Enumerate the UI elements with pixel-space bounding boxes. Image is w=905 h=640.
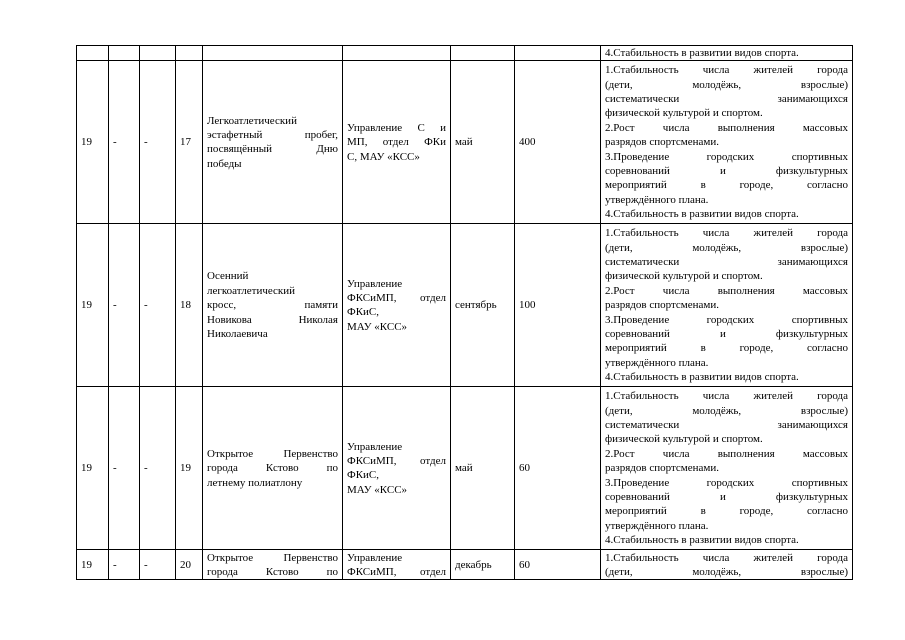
result-line: 2.Рост числа выполнения массовых xyxy=(605,284,848,297)
cell-item: - xyxy=(140,224,176,387)
cell-item: - xyxy=(140,61,176,224)
cell-organizer-line: С, МАУ «КСС» xyxy=(347,150,420,163)
cell-organizer xyxy=(343,387,451,550)
cell-event-name-line: города Кстово по xyxy=(207,462,338,475)
cell-organizer xyxy=(343,46,451,61)
cell-expected-results xyxy=(601,550,853,580)
cell-participants: 400 xyxy=(515,61,601,224)
result-line: 3.Проведение городских спортивных xyxy=(605,313,848,326)
events-table xyxy=(76,45,853,580)
cell-month: сентябрь xyxy=(451,224,515,387)
result-line: разрядов спортсменами. xyxy=(605,136,719,149)
cell-event-name-line: легкоатлетический xyxy=(207,284,296,297)
result-line: систематически занимающихся xyxy=(605,92,848,105)
cell-subsection xyxy=(109,46,140,61)
cell-number: 20 xyxy=(176,550,203,580)
cell-subsection: - xyxy=(109,550,140,580)
cell-event-name-line: города Кстово по xyxy=(207,565,338,578)
cell-section: 19 xyxy=(77,224,109,387)
cell-expected-results xyxy=(601,61,853,224)
result-line: соревнований и физкультурных xyxy=(605,165,848,178)
cell-expected-results xyxy=(601,387,853,550)
cell-organizer-line: ФКСиМП, отдел xyxy=(347,565,446,578)
cell-item: - xyxy=(140,550,176,580)
cell-item: - xyxy=(140,387,176,550)
cell-section: 19 xyxy=(77,550,109,580)
cell-event-name-line: Открытое Первенство xyxy=(207,447,338,460)
cell-event-name xyxy=(203,61,343,224)
cell-expected-results xyxy=(601,224,853,387)
cell-section xyxy=(77,46,109,61)
cell-organizer xyxy=(343,224,451,387)
cell-event-name-line: посвящённый Дню xyxy=(207,143,338,156)
cell-organizer-line: ФКиС, xyxy=(347,306,380,319)
cell-participants: 100 xyxy=(515,224,601,387)
cell-organizer-line: Управление xyxy=(347,440,403,453)
result-line: 1.Стабильность числа жителей города xyxy=(605,390,848,403)
cell-event-name-line: эстафетный пробег, xyxy=(207,129,338,141)
result-line: 2.Рост числа выполнения массовых xyxy=(605,447,848,460)
cell-subsection: - xyxy=(109,387,140,550)
cell-organizer-line: Управление xyxy=(347,277,403,290)
cell-organizer-line: ФКСиМП, отдел xyxy=(347,292,446,304)
result-line: 3.Проведение городских спортивных xyxy=(605,150,848,163)
cell-organizer-line: Управление xyxy=(347,551,403,564)
cell-month: декабрь xyxy=(451,550,515,580)
cell-section: 19 xyxy=(77,387,109,550)
cell-event-name-line: победы xyxy=(207,157,242,170)
result-line: разрядов спортсменами. xyxy=(605,299,719,312)
result-line: 4.Стабильность в развитии видов спорта. xyxy=(605,534,799,547)
result-line: (дети, молодёжь, взрослые) xyxy=(605,404,848,417)
result-line: систематически занимающихся xyxy=(605,255,848,268)
table-row xyxy=(77,224,853,387)
cell-event-name-line: Николаевича xyxy=(207,328,268,341)
cell-event-name-line: летнему полиатлону xyxy=(207,476,303,489)
cell-section: 19 xyxy=(77,61,109,224)
cell-event-name-line: Открытое Первенство xyxy=(207,551,338,564)
cell-subsection: - xyxy=(109,224,140,387)
result-line: соревнований и физкультурных xyxy=(605,491,848,504)
result-line: утверждённого плана. xyxy=(605,193,709,206)
cell-organizer xyxy=(343,61,451,224)
cell-event-name xyxy=(203,550,343,580)
cell-organizer-line: ФКСиМП, отдел xyxy=(347,455,446,467)
cell-event-name xyxy=(203,224,343,387)
cell-organizer-line: МАУ «КСС» xyxy=(347,483,408,496)
result-line: 1.Стабильность числа жителей города xyxy=(605,64,848,77)
cell-item xyxy=(140,46,176,61)
table-row xyxy=(77,61,853,224)
cell-participants: 60 xyxy=(515,550,601,580)
cell-month xyxy=(451,46,515,61)
cell-organizer-line: ФКиС, xyxy=(347,469,380,482)
result-line: (дети, молодёжь, взрослые) xyxy=(605,241,848,254)
cell-organizer xyxy=(343,550,451,580)
result-line: систематически занимающихся xyxy=(605,418,848,431)
result-line: утверждённого плана. xyxy=(605,519,709,532)
result-line: мероприятий в городе, согласно xyxy=(605,505,848,518)
cell-event-name-line: Осенний xyxy=(207,270,249,283)
result-line: мероприятий в городе, согласно xyxy=(605,342,848,355)
result-line: 1.Стабильность числа жителей города xyxy=(605,551,848,564)
result-line: 4.Стабильность в развитии видов спорта. xyxy=(605,47,799,59)
result-line: утверждённого плана. xyxy=(605,356,709,369)
cell-event-name xyxy=(203,46,343,61)
result-line: физической культурой и спортом. xyxy=(605,270,763,283)
result-line: мероприятий в городе, согласно xyxy=(605,179,848,192)
result-line: 3.Проведение городских спортивных xyxy=(605,476,848,489)
cell-event-name-line: Новикова Николая xyxy=(207,313,338,326)
cell-month: май xyxy=(451,387,515,550)
cell-event-name xyxy=(203,387,343,550)
result-line: физической культурой и спортом. xyxy=(605,433,763,446)
cell-event-name-line: Легкоатлетический xyxy=(207,114,297,127)
result-line: 1.Стабильность числа жителей города xyxy=(605,227,848,240)
result-line: разрядов спортсменами. xyxy=(605,462,719,475)
cell-number: 19 xyxy=(176,387,203,550)
table-row xyxy=(77,550,853,580)
result-line: соревнований и физкультурных xyxy=(605,328,848,341)
table-body xyxy=(77,46,853,580)
cell-organizer-line: МАУ «КСС» xyxy=(347,320,408,333)
result-line: физической культурой и спортом. xyxy=(605,107,763,120)
result-line: 4.Стабильность в развитии видов спорта. xyxy=(605,208,799,221)
table-row xyxy=(77,387,853,550)
cell-event-name-line: кросс, памяти xyxy=(207,299,338,312)
table-row xyxy=(77,46,853,61)
cell-participants xyxy=(515,46,601,61)
cell-subsection: - xyxy=(109,61,140,224)
result-line: 2.Рост числа выполнения массовых xyxy=(605,121,848,134)
result-line: (дети, молодёжь, взрослые) xyxy=(605,565,848,578)
cell-month: май xyxy=(451,61,515,224)
cell-number xyxy=(176,46,203,61)
cell-organizer-line: Управление С и xyxy=(347,121,446,134)
result-line: (дети, молодёжь, взрослые) xyxy=(605,78,848,91)
cell-participants: 60 xyxy=(515,387,601,550)
cell-number: 18 xyxy=(176,224,203,387)
cell-organizer-line: МП, отдел ФКи xyxy=(347,136,446,149)
result-line: 4.Стабильность в развитии видов спорта. xyxy=(605,371,799,384)
cell-number: 17 xyxy=(176,61,203,224)
cell-expected-results xyxy=(601,46,853,61)
